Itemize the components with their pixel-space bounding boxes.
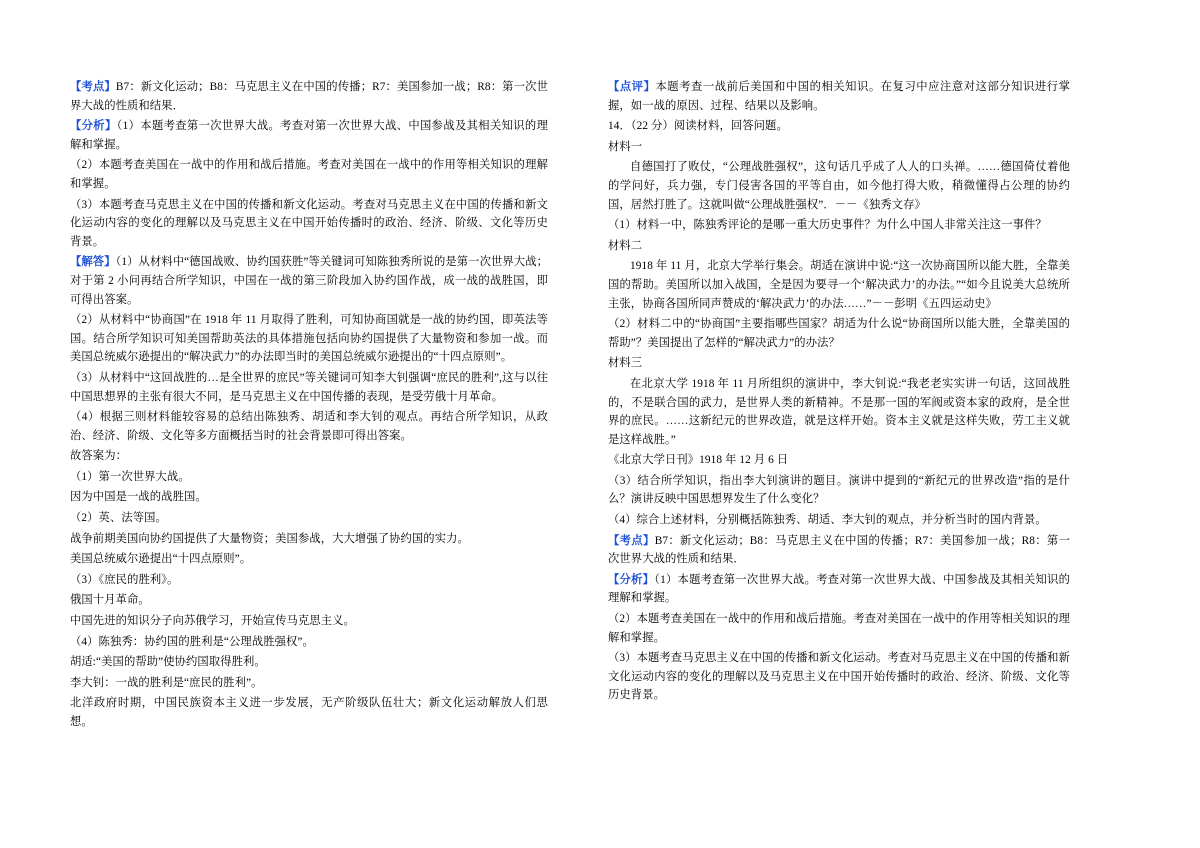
material-body	[608, 257, 1070, 313]
paragraph-text: 因为中国是一战的战胜国。	[70, 491, 207, 504]
fenxi-tag: 【分析】	[608, 573, 655, 586]
paragraph	[70, 369, 548, 406]
left-column	[70, 78, 570, 848]
paragraph-text: 本题考查一战前后美国和中国的相关知识。在复习中应注意对这部分知识进行掌握，如一战的原因、过程、结果以及影响。	[608, 81, 1070, 112]
paragraph	[70, 196, 548, 252]
question-prompt: 阅读材料，回答问题。	[673, 120, 788, 133]
material-body	[608, 375, 1070, 449]
paragraph-text: （4）陈独秀：协约国的胜利是“公理战胜强权”。	[70, 635, 314, 648]
paragraph-text: B7：新文化运动；B8：马克思主义在中国的传播；R7：美国参加一战；R8：第一次世界大战的性质和结果．	[70, 81, 548, 112]
sub-question: （2）材料二中的“协商国”主要指哪些国家？胡适为什么说“协商国所以能大胜，全靠美国的帮助”？美国提出了怎样的“解决武力”的办法？	[608, 318, 1070, 349]
question-number: 14．	[608, 120, 631, 133]
paragraph-text: （1）本题考查第一次世界大战。考查对第一次世界大战、中国参战及其相关知识的理解和掌握。	[608, 573, 1071, 605]
paragraph	[608, 610, 1070, 647]
material-body-text: 自德国打了败仗，“公理战胜强权”，这句话几乎成了人人的口头禅。……德国倚仗着他的学问好，兵力强，专门侵害各国的平等自由，如今他打得大败，稍微懂得占公理的协约国，居然打胜了。这就叫做“公理战胜强权”．－－《独秀文存》	[608, 161, 1070, 211]
question-score: （22 分）	[630, 120, 674, 133]
paragraph-text: 李大钊：一战的胜利是“庶民的胜利”。	[70, 676, 263, 689]
paragraph-text: （2）本题考查美国在一战中的作用和战后措施。考查对美国在一战中的作用等相关知识的理解和掌握。	[608, 613, 1070, 644]
sub-question: （3）结合所学知识，指出李大钊演讲的题目。演讲中提到的“新纪元的世界改造”指的是什么？演讲反映中国思想界发生了什么变化？	[608, 474, 1070, 506]
fenxi-tag: 【分析】	[70, 120, 117, 133]
material-body-text: 在北京大学 1918 年 11 月所组织的演讲中，李大钊说:“我老老实实讲一句话，这回战胜的，不是联合国的武力，是世界人类的新精神。不是那一国的军阀或资本家的政府，是全世界的庶民。……这新纪元的世界改造，就是这样开始。资本主义就是这样失败，劳工主义就是这样战胜。”	[608, 377, 1070, 446]
material-body-text: 1918 年 11 月，北京大学举行集会。胡适在演讲中说:“这一次协商国所以能大胜，全靠美国的帮助。美国所以加入战国，全是因为要寻一个‘解决武力’的办法。”“如今且说美大总统所主张，协商各国所同声赞成的‘解决武力’的办法……”－－彭明《五四运动史》	[608, 260, 1070, 310]
sub-question: （4）综合上述材料，分别概括陈独秀、胡适、李大钊的观点，并分析当时的国内背景。	[608, 514, 1047, 527]
paragraph	[70, 591, 548, 610]
paragraph-text: 中国先进的知识分子向苏俄学习，开始宣传马克思主义。	[70, 615, 355, 628]
material-label: 材料三	[608, 357, 643, 370]
paragraph	[70, 468, 548, 487]
sub-question: （1）材料一中，陈独秀评论的是哪一重大历史事件？为什么中国人非常关注这一事件？	[608, 219, 1047, 232]
right-column	[570, 78, 1070, 848]
paragraph-text: （1）从材料中“德国战败、协约国获胜”等关键词可知陈独秀所说的是第一次世界大战；对于第 2 小问再结合所学知识，中国在一战的第三阶段加入协约国作战，成一战的战胜国，即可得出答案。	[70, 256, 548, 306]
paragraph-text: （1）第一次世界大战。	[70, 470, 190, 483]
paragraph-text: B7：新文化运动；B8：马克思主义在中国的传播；R7：美国参加一战；R8：第一次世界大战的性质和结果．	[608, 534, 1070, 566]
paragraph	[70, 674, 548, 693]
kaodian-tag: 【考点】	[70, 81, 116, 93]
paragraph-text: 故答案为：	[70, 450, 127, 463]
kaodian-tag: 【考点】	[608, 534, 655, 547]
paragraph-text: （3）本题考查马克思主义在中国的传播和新文化运动。考查对马克思主义在中国的传播和新文化运动内容的变化的理解以及马克思主义在中国开始传播时的政治、经济、阶级、文化等历史背景。	[70, 198, 548, 248]
material-label: 材料一	[608, 140, 643, 153]
paragraph	[70, 253, 548, 309]
paragraph	[70, 311, 548, 367]
paragraph-text: （4）根据三则材料能较容易的总结出陈独秀、胡适和李大钊的观点。再结合所学知识，从政治、经济、阶级、文化等多方面概括当时的社会背景即可得出答案。	[70, 411, 548, 442]
paragraph-text: 美国总统威尔逊提出“十四点原则”。	[70, 553, 252, 566]
paragraph	[70, 653, 548, 672]
paragraph	[70, 694, 548, 731]
paragraph	[70, 612, 548, 631]
paragraph-text: 俄国十月革命。	[70, 594, 150, 607]
paragraph-text: （2）英、法等国。	[70, 512, 167, 525]
paragraph	[608, 649, 1070, 705]
paragraph	[608, 571, 1070, 608]
paragraph	[70, 78, 548, 115]
question-heading	[608, 117, 1070, 136]
paragraph	[70, 633, 548, 652]
paragraph	[70, 117, 548, 154]
material-label: 材料二	[608, 239, 643, 252]
paragraph	[70, 571, 548, 590]
paragraph-text: （3）从材料中“这回战胜的…是全世界的庶民”等关键词可知李大钊强调“庶民的胜利”,这与以往中国思想界的主张有很大不同，是马克思主义在中国传播的表现，是受劳俄十月革命。	[70, 371, 548, 403]
paragraph	[70, 408, 548, 445]
jieda-tag: 【解答】	[70, 256, 116, 269]
paragraph-text: （2）从材料中“协商国”在 1918 年 11 月取得了胜利，可知协商国就是一战的协约国，即英法等国。结合所学知识可知美国帮助英法的具体措施包括向协约国提供了大量物资和参加一战。而美国总统威尔逊提出的“解决武力”的办法即当时的美国总统威尔逊提出的“十四点原则”。	[70, 314, 548, 364]
paragraph	[608, 532, 1070, 569]
paragraph-text: （3）《庶民的胜利》。	[70, 573, 179, 586]
paragraph	[70, 509, 548, 528]
material-body	[608, 158, 1070, 214]
paragraph-text: 北洋政府时期，中国民族资本主义进一步发展，无产阶级队伍壮大；新文化运动解放人们思想。	[70, 697, 548, 728]
paragraph	[70, 447, 548, 466]
paragraph-text: （2）本题考查美国在一战中的作用和战后措施。考查对美国在一战中的作用等相关知识的理解和掌握。	[70, 159, 548, 190]
material-source: 《北京大学日刊》1918 年 12 月 6 日	[608, 454, 789, 467]
paragraph-text: 胡适:“美国的帮助”使协约国取得胜利。	[70, 656, 266, 669]
dianping-tag: 【点评】	[608, 81, 656, 93]
paragraph	[70, 530, 548, 549]
paragraph-text: （3）本题考查马克思主义在中国的传播和新文化运动。考查对马克思主义在中国的传播和新文化运动内容的变化的理解以及马克思主义在中国开始传播时的政治、经济、阶级、文化等历史背景。	[608, 652, 1070, 702]
paragraph	[608, 78, 1070, 115]
paragraph	[70, 550, 548, 569]
paragraph-text: （1）本题考查第一次世界大战。考查对第一次世界大战、中国参战及其相关知识的理解和掌握。	[70, 120, 548, 151]
paragraph-text: 战争前期美国向协约国提供了大量物资；美国参战，大大增强了协约国的实力。	[70, 532, 469, 545]
paragraph	[70, 156, 548, 193]
paragraph	[70, 488, 548, 507]
